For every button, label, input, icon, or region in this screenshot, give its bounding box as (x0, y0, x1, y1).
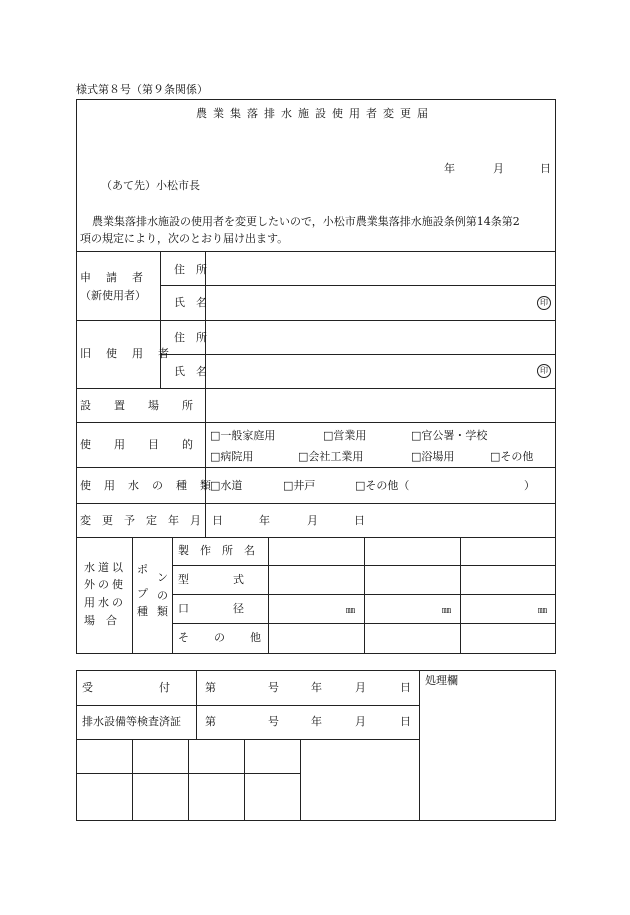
other-label: そ の 他 (178, 631, 262, 644)
reception-month: 月 (355, 681, 366, 694)
form-number: 様式第８号（第９条関係） (76, 83, 208, 96)
form-title: 農業集落排水施設使用者変更届 (196, 107, 434, 120)
intro-line-2: 項の規定により，次のとおり届け出ます。 (80, 232, 289, 245)
pump-label-no: の (157, 589, 168, 602)
inspection-day: 日 (400, 715, 411, 728)
pump-label-shu: 種 (137, 605, 148, 618)
applicant-sublabel: （新使用者） (80, 289, 146, 302)
model-label: 型 式 (178, 573, 244, 586)
purpose-public-office[interactable]: □官公署・学校 (411, 429, 488, 442)
pump-label-po: ポ (137, 563, 148, 576)
purpose-industrial[interactable]: □会社工業用 (298, 450, 364, 463)
purpose-bathhouse[interactable]: □浴場用 (411, 450, 455, 463)
applicant-address-label: 住 所 (174, 263, 207, 276)
change-date-day: 日 (354, 514, 365, 527)
purpose-business[interactable]: □営業用 (323, 429, 367, 442)
diameter-label: 口 径 (178, 602, 244, 615)
former-user-seal-icon: 印 (537, 364, 551, 378)
other-water-label-2: 外の使 (84, 578, 126, 591)
pump-label-pu: プ (137, 587, 148, 600)
reception-label: 受 付 (82, 681, 170, 694)
date-day: 日 (540, 162, 551, 175)
change-date-month: 月 (307, 514, 318, 527)
maker-label: 製 作 所 名 (178, 544, 255, 557)
other-water-label-1: 水道以 (84, 561, 126, 574)
applicant-name-label: 氏 名 (174, 296, 207, 309)
water-type-well[interactable]: □井戸 (283, 479, 316, 492)
other-water-label-4: 場 合 (84, 614, 117, 627)
former-user-name-label: 氏 名 (174, 365, 207, 378)
purpose-household[interactable]: □一般家庭用 (210, 429, 276, 442)
inspection-month: 月 (355, 715, 366, 728)
location-label: 設 置 場 所 (80, 399, 199, 412)
inspection-label: 排水設備等検査済証 (82, 715, 181, 728)
purpose-other[interactable]: □その他 (490, 450, 534, 463)
reception-year: 年 (311, 681, 322, 694)
addressee: （あて先）小松市長 (101, 179, 200, 192)
pump-label-n: ン (157, 571, 168, 584)
water-type-other-close: ） (524, 479, 535, 492)
processing-label: 処理欄 (425, 674, 458, 687)
date-year: 年 (444, 162, 455, 175)
date-month: 月 (493, 162, 504, 175)
former-user-address-label: 住 所 (174, 331, 207, 344)
water-type-tap[interactable]: □水道 (210, 479, 243, 492)
reception-day: 日 (400, 681, 411, 694)
other-water-label-3: 用水の (84, 596, 126, 609)
diameter-unit-1: ㎜ (346, 606, 356, 616)
purpose-hospital[interactable]: □病院用 (210, 450, 254, 463)
diameter-unit-3: ㎜ (538, 606, 548, 616)
change-date-label: 変 更 予 定 年 月 日 (80, 514, 223, 527)
change-date-year: 年 (259, 514, 270, 527)
reception-number-prefix: 第 (205, 681, 216, 694)
reception-number-suffix: 号 (268, 681, 279, 694)
water-type-label: 使 用 水 の 種 類 (80, 479, 212, 492)
inspection-year: 年 (311, 715, 322, 728)
intro-line-1: 農業集落排水施設の使用者を変更したいので，小松市農業集落排水施設条例第14条第2 (92, 215, 520, 228)
applicant-seal-icon: 印 (537, 296, 551, 310)
inspection-number-prefix: 第 (205, 715, 216, 728)
water-type-other[interactable]: □その他（ (355, 479, 410, 492)
inspection-number-suffix: 号 (268, 715, 279, 728)
pump-label-rui: 類 (157, 605, 168, 618)
former-user-label: 旧 使 用 者 (80, 347, 171, 360)
purpose-label: 使 用 目 的 (80, 438, 199, 451)
applicant-label: 申 請 者 (80, 271, 145, 284)
diameter-unit-2: ㎜ (442, 606, 452, 616)
